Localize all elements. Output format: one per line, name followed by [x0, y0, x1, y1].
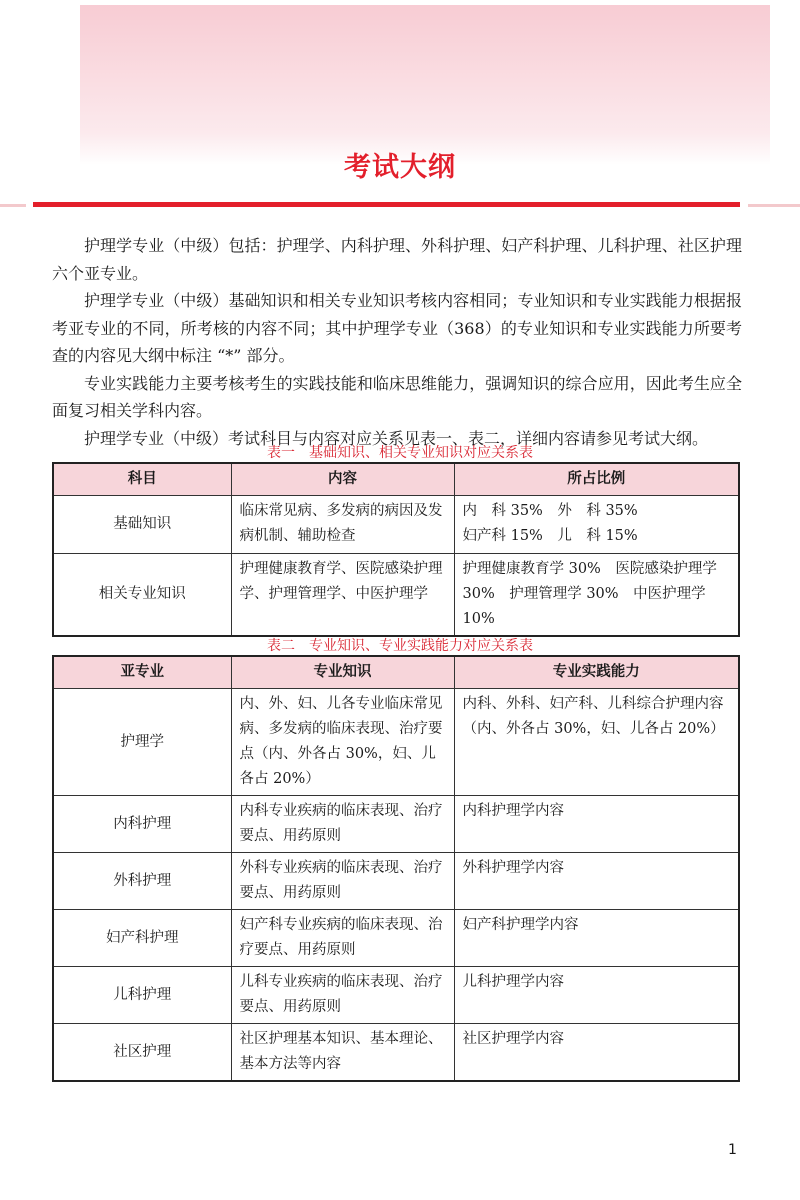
cell: 妇产科专业疾病的临床表现、治疗要点、用药原则: [231, 910, 454, 967]
paragraph: 专业实践能力主要考核考生的实践技能和临床思维能力，强调知识的综合应用，因此考生应全面复习相关学科内容。: [52, 373, 742, 420]
cell: 内科、外科、妇产科、儿科综合护理内容（内、外各占 30%，妇、儿各占 20%）: [454, 689, 739, 796]
title-rule: [33, 202, 740, 207]
table-row: [53, 910, 739, 967]
cell: 社区护理基本知识、基本理论、基本方法等内容: [231, 1024, 454, 1082]
cell: 社区护理学内容: [454, 1024, 739, 1082]
table-header-row: [53, 656, 739, 689]
page-number: 1: [728, 1142, 737, 1158]
cell: 内科护理学内容: [454, 796, 739, 853]
table-row: [53, 1024, 739, 1082]
cell: 外科护理学内容: [454, 853, 739, 910]
page-title: 考试大纲: [344, 152, 456, 183]
paragraph: 护理学专业（中级）考试科目与内容对应关系见表一、表二，详细内容请参见考试大纲。: [84, 428, 709, 448]
ratio-line: 内 科 35% 外 科 35%: [462, 503, 638, 519]
cell: 儿科护理: [53, 967, 231, 1024]
ratio-line: 妇产科 15% 儿 科 15%: [462, 528, 638, 544]
intro-text: [52, 232, 742, 452]
table-row: [53, 689, 739, 796]
cell: 护理健康教育学、医院感染护理学、护理管理学、中医护理学: [231, 554, 454, 637]
cell: 内科专业疾病的临床表现、治疗要点、用药原则: [231, 796, 454, 853]
header-decoration: [80, 5, 770, 165]
cell: 内科护理: [53, 796, 231, 853]
column-header: 内容: [231, 463, 454, 496]
cell: 社区护理: [53, 1024, 231, 1082]
paragraph: 护理学专业（中级）基础知识和相关专业知识考核内容相同；专业知识和专业实践能力根据报考亚专业的不同，所考核的内容不同；其中护理学专业（368）的专业知识和专业实践能力所要考查的内容见大纲中标注 “*” 部分。: [52, 291, 742, 365]
rule-right-accent: [748, 204, 800, 207]
cell: 内、外、妇、儿各专业临床常见病、多发病的临床表现、治疗要点（内、外各占 30%，妇、儿各占 20%）: [231, 689, 454, 796]
table2: [52, 655, 740, 1082]
column-header: 所占比例: [454, 463, 739, 496]
cell: 临床常见病、多发病的病因及发病机制、辅助检查: [231, 496, 454, 554]
cell: 护理学: [53, 689, 231, 796]
cell: [454, 496, 739, 554]
table2-caption: 表二 专业知识、专业实践能力对应关系表: [267, 638, 533, 654]
table1: [52, 462, 740, 637]
paragraph: 护理学专业（中级）包括：护理学、内科护理、外科护理、妇产科护理、儿科护理、社区护理六个亚专业。: [52, 236, 742, 283]
table-header-row: [53, 463, 739, 496]
cell: 外科护理: [53, 853, 231, 910]
rule-left-accent: [0, 204, 26, 207]
cell: 儿科护理学内容: [454, 967, 739, 1024]
table-row: [53, 853, 739, 910]
cell: 外科专业疾病的临床表现、治疗要点、用药原则: [231, 853, 454, 910]
cell: 相关专业知识: [53, 554, 231, 637]
table-row: [53, 967, 739, 1024]
column-header: 专业实践能力: [454, 656, 739, 689]
table-row: [53, 554, 739, 637]
cell: 妇产科护理: [53, 910, 231, 967]
column-header: 亚专业: [53, 656, 231, 689]
column-header: 专业知识: [231, 656, 454, 689]
cell: 护理健康教育学 30% 医院感染护理学 30% 护理管理学 30% 中医护理学 10%: [454, 554, 739, 637]
column-header: 科目: [53, 463, 231, 496]
cell: 基础知识: [53, 496, 231, 554]
table-row: [53, 496, 739, 554]
cell: 儿科专业疾病的临床表现、治疗要点、用药原则: [231, 967, 454, 1024]
table-row: [53, 796, 739, 853]
cell: 妇产科护理学内容: [454, 910, 739, 967]
table1-caption: 表一 基础知识、相关专业知识对应关系表: [267, 445, 533, 461]
